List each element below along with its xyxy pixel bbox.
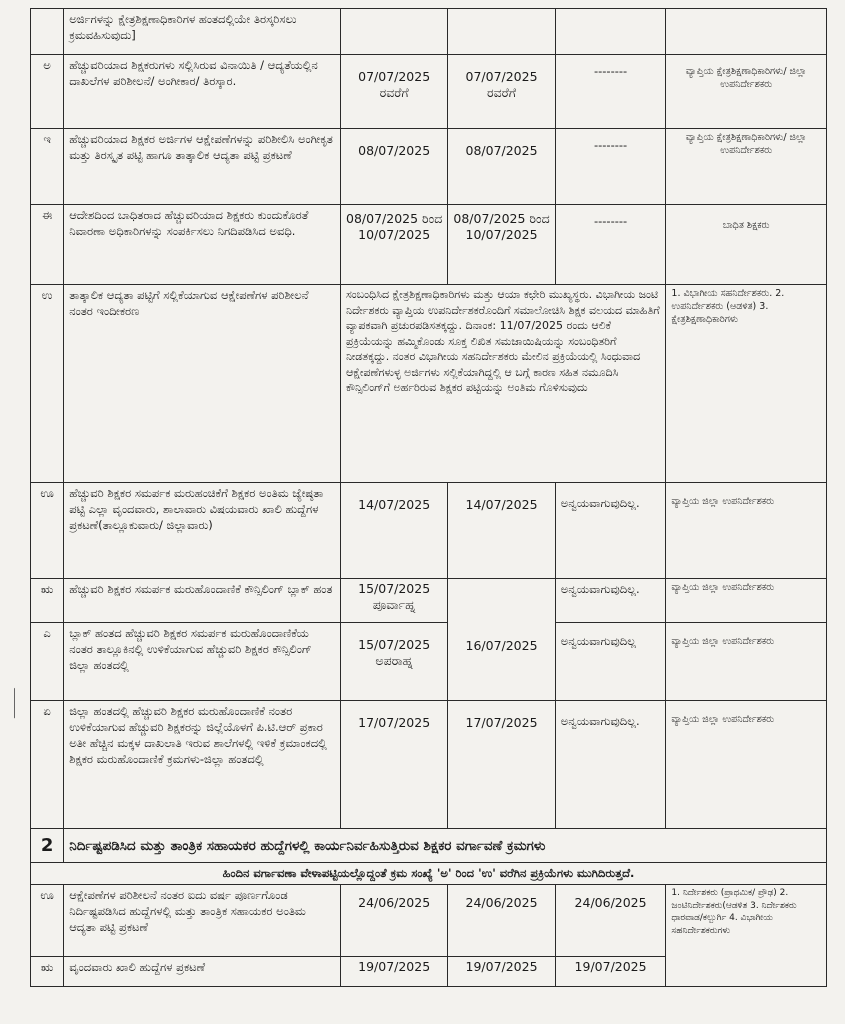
margin-mark [0, 688, 15, 731]
table-row [31, 623, 827, 701]
row-id: ಊ [31, 885, 64, 957]
officer-cell: ವ್ಯಾಪ್ತಿಯ ಜಿಲ್ಲಾ ಉಪನಿರ್ದೇಶಕರು [666, 701, 827, 829]
table-row [31, 579, 827, 623]
date-cell [448, 9, 555, 55]
task-cell: ಜಿಲ್ಲಾ ಹಂತದಲ್ಲಿ ಹೆಚ್ಚುವರಿ ಶಿಕ್ಷಕರ ಮರುಹೊಂದಾಣಿಕೆ ನಂತರ ಉಳಿಕೆಯಾಗುವ ಹೆಚ್ಚುವರಿ ಶಿಕ್ಷಕರನ್ನು ಜಿಲ್ಲೆಯೊಳಗೆ ಪಿ.ಟಿ.ಆರ್ ಪ್ರಕಾರ ಅತೀ ಹೆಚ್ಚಿನ ಮಕ್ಕಳ ದಾಖಲಾತಿ ಇರುವ ಶಾಲೆಗಳಲ್ಲಿ ಇಳಿಕೆ ಕ್ರಮಾಂಕದಲ್ಲಿ ಶಿಕ್ಷಕರ ಮರುಹೊಂದಾಣಿಕೆ ಕ್ರಮಗಳು-ಜಿಲ್ಲಾ ಹಂತದಲ್ಲಿ [64, 701, 341, 829]
section-note: ಹಿಂದಿನ ವರ್ಗಾವಣಾ ವೇಳಾಪಟ್ಟಿಯಲ್ಲೊದ್ದಂತೆ ಕ್ರಮ ಸಂಖ್ಯೆ 'ಅ' ರಿಂದ 'ಉ' ವರೆಗಿನ ಪ್ರಕ್ರಿಯೆಗಳು ಮುಗಿದಿರುತ್ತದೆ. [31, 863, 827, 885]
remarks-cell [555, 9, 666, 55]
date-cell [340, 9, 447, 55]
row-id: ಊ [31, 483, 64, 579]
row-id: ಉ [31, 285, 64, 483]
date-cell: 07/07/2025 ರವರೆಗೆ [448, 55, 555, 129]
task-cell: ಹೆಚ್ಚುವರಿ ಶಿಕ್ಷಕರ ಸಮರ್ಪಕ ಮರುಹಂಚಿಕೆಗೆ ಶಿಕ್ಷಕರ ಅಂತಿಮ ಜ್ಯೇಷ್ಠತಾ ಪಟ್ಟಿ ಎಲ್ಲಾ ವೃಂದವಾರು, ಶಾಲಾವಾರು ವಿಷಯವಾರು ಖಾಲಿ ಹುದ್ದೆಗಳ ಪ್ರಕಟಣೆ(ತಾಲ್ಲೂಕುವಾರು/ ಜಿಲ್ಲಾವಾರು) [64, 483, 341, 579]
officer-cell: ಬಾಧಿತ ಶಿಕ್ಷಕರು [666, 205, 827, 285]
row-id: ಈ [31, 205, 64, 285]
remarks-cell: -------- [555, 205, 666, 285]
section-title: ನಿರ್ದಿಷ್ಟಪಡಿಸಿದ ಮತ್ತು ತಾಂತ್ರಿಕ ಸಹಾಯಕರ ಹುದ್ದೆಗಳಲ್ಲಿ ಕಾರ್ಯನಿರ್ವಹಿಸುತ್ತಿರುವ ಶಿಕ್ಷಕರ ವರ್ಗಾವಣೆ ಕ್ರಮಗಳು [64, 829, 827, 863]
date-cell: 08/07/2025 [448, 129, 555, 205]
date-cell: 24/06/2025 [555, 885, 666, 957]
date-cell: 14/07/2025 [340, 483, 447, 579]
task-cell: ಆಕ್ಷೇಪಣೆಗಳ ಪರಿಶೀಲನೆ ನಂತರ ಐದು ವರ್ಷ ಪೂರ್ಣಗೊಂಡ ನಿರ್ದಿಷ್ಟಪಡಿಸಿದ ಹುದ್ದೆಗಳಲ್ಲಿ ಮತ್ತು ತಾಂತ್ರಿಕ ಸಹಾಯಕರ ಅಂತಿಮ ಆದ್ಯತಾ ಪಟ್ಟಿ ಪ್ರಕಟಣೆ [64, 885, 341, 957]
date-cell: 17/07/2025 [340, 701, 447, 829]
officer-cell: ವ್ಯಾಪ್ತಿಯ ಜಿಲ್ಲಾ ಉಪನಿರ್ದೇಶಕರು [666, 483, 827, 579]
row-id: ಇ [31, 129, 64, 205]
officer-cell: ವ್ಯಾಪ್ತಿಯ ಜಿಲ್ಲಾ ಉಪನಿರ್ದೇಶಕರು [666, 579, 827, 623]
date-cell: 16/07/2025 [448, 579, 555, 701]
procedure-cell: ಸಂಬಂಧಿಸಿದ ಕ್ಷೇತ್ರಶಿಕ್ಷಣಾಧಿಕಾರಿಗಳು ಮತ್ತು ಆಯಾ ಕಛೇರಿ ಮುಖ್ಯಸ್ಥರು. ವಿಭಾಗೀಯ ಜಂಟಿ ನಿರ್ದೇಶಕರು ವ್ಯಾಪ್ತಿಯ ಉಪನಿರ್ದೇಶಕರೊಂದಿಗೆ ಸಮಾಲೋಚಿಸಿ ಶಿಕ್ಷಕ ವಲಯದ ಮಾಹಿತಿಗೆ ವ್ಯಾಪಕವಾಗಿ ಪ್ರಚುರಪಡಿಸತಕ್ಕದ್ದು. ದಿನಾಂಕ: 11/07/2025 ರಂದು ಆಲಿಕೆ ಪ್ರಕ್ರಿಯೆಯನ್ನು ಹಮ್ಮಿಕೊಂಡು ಸೂಕ್ತ ಲಿಖಿತ ಸಮಜಾಯಿಷಿಯನ್ನು ಸಂಬಂಧಿತರಿಗೆ ನೀಡತಕ್ಕದ್ದು. ನಂತರ ವಿಭಾಗೀಯ ಸಹನಿರ್ದೇಶಕರು ಮೇಲಿನ ಪ್ರಕ್ರಿಯೆಯಲ್ಲಿ ಸಿಂಧುವಾದ ಆಕ್ಷೇಪಣೆಗಳುಳ್ಳ ಅರ್ಜಿಗಳು ಸಲ್ಲಿಕೆಯಾಗಿದ್ದಲ್ಲಿ ಆ ಬಗ್ಗೆ ಕಾರಣ ಸಹಿತ ನಮೂದಿಸಿ ಕೌನ್ಸಿಲಿಂಗ್‌ಗೆ ಅರ್ಹರಿರುವ ಶಿಕ್ಷಕರ ಪಟ್ಟಿಯನ್ನು ಅಂತಿಮ ಗೊಳಿಸುವುದು [340, 285, 665, 483]
date-cell: 19/07/2025 [555, 957, 666, 987]
date-cell: 24/06/2025 [448, 885, 555, 957]
date-cell: 08/07/2025 [340, 129, 447, 205]
task-cell: ಹೆಚ್ಚುವರಿಯಾದ ಶಿಕ್ಷಕರ ಅರ್ಜಿಗಳ ಆಕ್ಷೇಪಣೆಗಳನ್ನು ಪರಿಶೀಲಿಸಿ ಅಂಗೀಕೃತ ಮತ್ತು ತಿರಸ್ಕೃತ ಪಟ್ಟಿ ಹಾಗೂ ತಾತ್ಕಾಲಿಕ ಆದ್ಯತಾ ಪಟ್ಟಿ ಪ್ರಕಟಣೆ [64, 129, 341, 205]
date-cell: 08/07/2025 ರಿಂದ 10/07/2025 [448, 205, 555, 285]
section-number: 2 [31, 829, 64, 863]
date-cell: 15/07/2025 ಅಪರಾಹ್ನ [340, 623, 447, 701]
date-cell: 14/07/2025 [448, 483, 555, 579]
table-row [31, 483, 827, 579]
remarks-cell: ಅನ್ವಯವಾಗುವುದಿಲ್ಲ. [555, 701, 666, 829]
officer-cell: 1. ನಿರ್ದೇಶಕರು (ಪ್ರಾಥಮಿಕ/ ಪ್ರೌಢ) 2. ಜಂಟಿನಿರ್ದೇಶಕರು(ಆಡಳಿತ 3. ನಿರ್ದೇಶಕರು ಧಾರವಾಡ/ಕಲ್ಬುರ್ಗಿ 4. ವಿಭಾಗೀಯ ಸಹನಿರ್ದೇಶಕರುಗಳು [666, 885, 827, 987]
date-cell: 15/07/2025 ಪೂರ್ವಾಹ್ನ [340, 579, 447, 623]
row-id: ಏ [31, 701, 64, 829]
remarks-cell: -------- [555, 55, 666, 129]
table-row [31, 885, 827, 957]
row-id: ಋ [31, 579, 64, 623]
row-id: ಅ [31, 55, 64, 129]
row-id [31, 9, 64, 55]
date-cell: 24/06/2025 [340, 885, 447, 957]
date-cell: 07/07/2025 ರವರೆಗೆ [340, 55, 447, 129]
table-row [31, 9, 827, 55]
task-cell: ವೃಂದವಾರು ಖಾಲಿ ಹುದ್ದೆಗಳ ಪ್ರಕಟಣೆ [64, 957, 341, 987]
date-cell: 19/07/2025 [448, 957, 555, 987]
schedule-table [30, 8, 827, 829]
row-id: ಎ [31, 623, 64, 701]
officer-cell: ವ್ಯಾಪ್ತಿಯ ಕ್ಷೇತ್ರಶಿಕ್ಷಣಾಧಿಕಾರಿಗಳು/ ಜಿಲ್ಲಾ ಉಪನಿರ್ದೇಶಕರು [666, 129, 827, 205]
officer-cell: ವ್ಯಾಪ್ತಿಯ ಜಿಲ್ಲಾ ಉಪನಿರ್ದೇಶಕರು [666, 623, 827, 701]
task-cell: ತಾತ್ಕಾಲಿಕ ಆದ್ಯತಾ ಪಟ್ಟಿಗೆ ಸಲ್ಲಿಕೆಯಾಗುವ ಆಕ್ಷೇಪಣೆಗಳ ಪರಿಶೀಲನೆ ನಂತರ ಇಂದೀಕರಣ [64, 285, 341, 483]
remarks-cell: ಅನ್ವಯವಾಗುವುದಿಲ್ಲ. [555, 579, 666, 623]
officer-cell: 1. ವಿಭಾಗೀಯ ಸಹನಿರ್ದೇಶಕರು. 2. ಉಪನಿರ್ದೇಶಕರು (ಆಡಳಿತ) 3. ಕ್ಷೇತ್ರಶಿಕ್ಷಣಾಧಿಕಾರಿಗಳು [666, 285, 827, 483]
date-cell: 08/07/2025 ರಿಂದ 10/07/2025 [340, 205, 447, 285]
section-note-row [31, 863, 827, 885]
date-cell: 17/07/2025 [448, 701, 555, 829]
remarks-cell: ಅನ್ವಯವಾಗುವುದಿಲ್ಲ [555, 623, 666, 701]
table-row [31, 285, 827, 483]
table-row [31, 205, 827, 285]
section-header [31, 829, 827, 863]
task-cell: ಬ್ಲಾಕ್ ಹಂತದ ಹೆಚ್ಚುವರಿ ಶಿಕ್ಷಕರ ಸಮರ್ಪಕ ಮರುಹೊಂದಾಣಿಕೆಯ ನಂತರ ತಾಲ್ಲೂಕಿನಲ್ಲಿ ಉಳಿಕೆಯಾಗುವ ಹೆಚ್ಚುವರಿ ಶಿಕ್ಷಕರ ಕೌನ್ಸಿಲಿಂಗ್ ಜಿಲ್ಲಾ ಹಂತದಲ್ಲಿ [64, 623, 341, 701]
officer-cell [666, 9, 827, 55]
remarks-cell: -------- [555, 129, 666, 205]
task-cell: ಅರ್ಜಿಗಳನ್ನು ಕ್ಷೇತ್ರಶಿಕ್ಷಣಾಧಿಕಾರಿಗಳ ಹಂತದಲ್ಲಿಯೇ ತಿರಸ್ಕರಿಸಲು ಕ್ರಮವಹಿಸುವುದು] [64, 9, 341, 55]
section-2-table [30, 828, 827, 987]
table-row [31, 55, 827, 129]
date-cell: 19/07/2025 [340, 957, 447, 987]
table-row [31, 129, 827, 205]
row-id: ಋ [31, 957, 64, 987]
remarks-cell: ಅನ್ವಯವಾಗುವುದಿಲ್ಲ. [555, 483, 666, 579]
task-cell: ಆದೇಶದಿಂದ ಬಾಧಿತರಾದ ಹೆಚ್ಚುವರಿಯಾದ ಶಿಕ್ಷಕರು ಕುಂದುಕೊರತೆ ನಿವಾರಣಾ ಅಧಿಕಾರಿಗಳನ್ನು ಸಂಪರ್ಕಿಸಲು ನಿಗದಿಪಡಿಸಿದ ಅವಧಿ. [64, 205, 341, 285]
table-row [31, 701, 827, 829]
task-cell: ಹೆಚ್ಚುವರಿಯಾದ ಶಿಕ್ಷಕರುಗಳು ಸಲ್ಲಿಸಿರುವ ವಿನಾಯಿತಿ / ಆದ್ಯತೆಯಲ್ಲಿನ ದಾಖಲೆಗಳ ಪರಿಶೀಲನೆ/ ಅಂಗೀಕಾರ/ ತಿರಸ್ಕಾರ. [64, 55, 341, 129]
officer-cell: ವ್ಯಾಪ್ತಿಯ ಕ್ಷೇತ್ರಶಿಕ್ಷಣಾಧಿಕಾರಿಗಳು/ ಜಿಲ್ಲಾ ಉಪನಿರ್ದೇಶಕರು [666, 55, 827, 129]
task-cell: ಹೆಚ್ಚುವರಿ ಶಿಕ್ಷಕರ ಸಮರ್ಪಕ ಮರುಹೊಂದಾಣಿಕೆ ಕೌನ್ಸಿಲಿಂಗ್ ಬ್ಲಾಕ್ ಹಂತ [64, 579, 341, 623]
